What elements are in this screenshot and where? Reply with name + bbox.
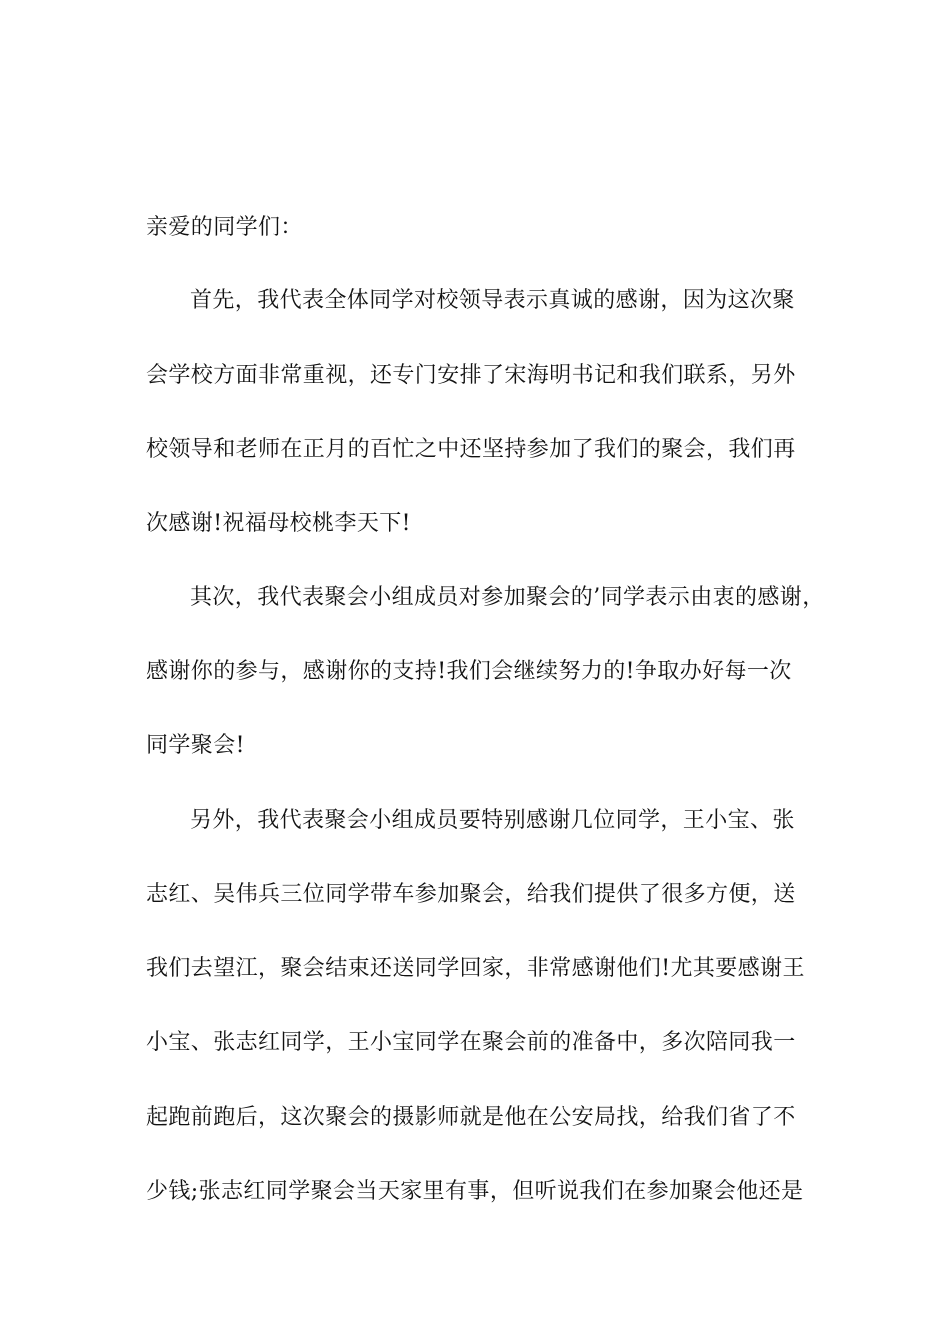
paragraph-1-line-1: 首先，我代表全体同学对校领导表示真诚的感谢，因为这次聚 xyxy=(190,288,795,313)
paragraph-3-line-2: 志红、吴伟兵三位同学带车参加聚会，给我们提供了很多方便，送 xyxy=(146,882,796,907)
paragraph-2-line-1: 其次，我代表聚会小组成员对参加聚会的’同学表示由衷的感谢， xyxy=(190,585,825,610)
paragraph-1-line-4: 次感谢!祝福母校桃李天下! xyxy=(146,511,411,536)
paragraph-3-line-6: 少钱;张志红同学聚会当天家里有事，但听说我们在参加聚会他还是 xyxy=(146,1179,804,1204)
paragraph-2-line-2: 感谢你的参与，感谢你的支持!我们会继续努力的!争取办好每一次 xyxy=(146,659,792,684)
paragraph-3-line-5: 起跑前跑后，这次聚会的摄影师就是他在公安局找，给我们省了不 xyxy=(146,1105,796,1130)
salutation-line: 亲爱的同学们： xyxy=(146,215,303,240)
paragraph-3-line-3: 我们去望江，聚会结束还送同学回家，非常感谢他们!尤其要感谢王 xyxy=(146,956,805,981)
paragraph-2-line-3: 同学聚会! xyxy=(146,733,245,758)
paragraph-1-line-2: 会学校方面非常重视，还专门安排了宋海明书记和我们联系，另外 xyxy=(146,363,796,388)
paragraph-3-line-4: 小宝、张志红同学，王小宝同学在聚会前的准备中，多次陪同我一 xyxy=(146,1030,796,1055)
paragraph-1-line-3: 校领导和老师在正月的百忙之中还坚持参加了我们的聚会，我们再 xyxy=(146,437,796,462)
paragraph-3-line-1: 另外，我代表聚会小组成员要特别感谢几位同学，王小宝、张 xyxy=(190,808,795,833)
